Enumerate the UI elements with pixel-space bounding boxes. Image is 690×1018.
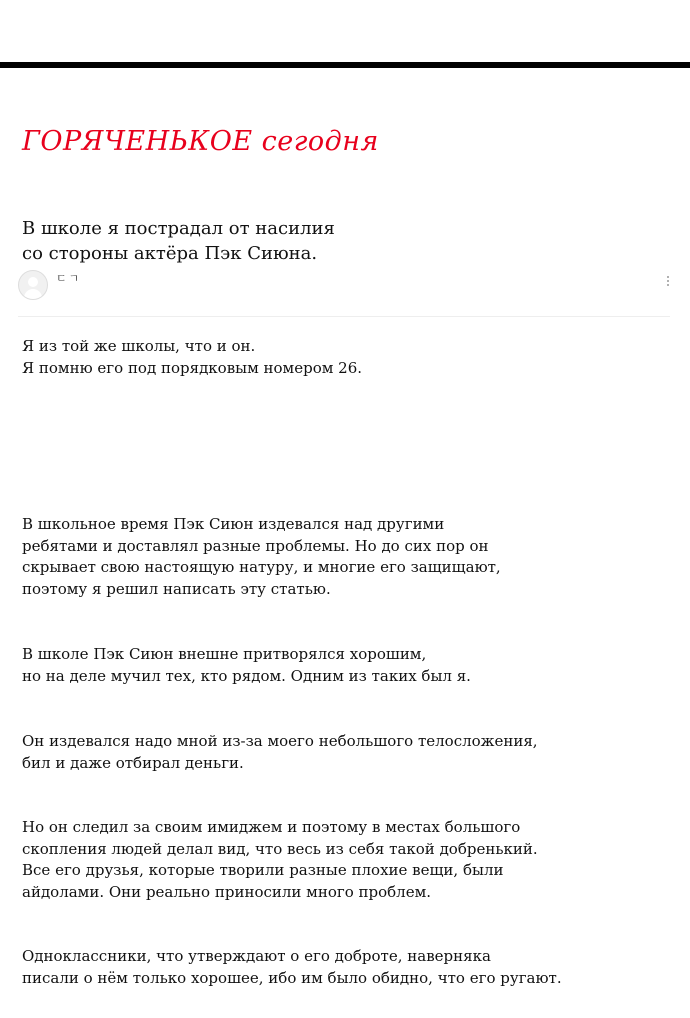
user-silhouette-icon <box>28 277 38 287</box>
post-title-line: со стороны актёра Пэк Сиюна. <box>22 243 318 264</box>
post-title <box>22 216 335 266</box>
paragraph-line: Я помню его под порядковым номером 26. <box>22 358 363 377</box>
paragraph-line: Но он следил за своим имиджем и поэтому в местах большого <box>22 818 521 836</box>
vertical-ellipsis-icon[interactable] <box>664 274 672 292</box>
article-paragraph <box>22 644 471 687</box>
paragraph-line: В школе Пэк Сиюн внешне притворялся хорошим, <box>22 645 427 663</box>
paragraph-line: но на деле мучил тех, кто рядом. Одним из таких был я. <box>22 666 471 685</box>
paragraph-line: айдолами. Они реально приносили много проблем. <box>22 882 432 901</box>
paragraph-line: писали о нём только хорошее, ибо им было обидно, что его ругают. <box>22 968 562 987</box>
avatar[interactable] <box>18 270 48 300</box>
header-bar <box>0 62 690 68</box>
author-row <box>18 268 672 302</box>
paragraph-line: скрывает свою настоящую натуру, и многие его защищают, <box>22 558 501 576</box>
paragraph-line: поэтому я решил написать эту статью. <box>22 579 331 598</box>
paragraph-line: Он издевался надо мной из-за моего небольшого телосложения, <box>22 732 538 750</box>
divider <box>18 316 670 317</box>
paragraph-line: В школьное время Пэк Сиюн издевался над другими <box>22 515 445 533</box>
article-paragraph <box>22 817 538 903</box>
paragraph-line: Я из той же школы, что и он. <box>22 337 256 355</box>
paragraph-line: Все его друзья, которые творили разные плохие вещи, были <box>22 861 504 879</box>
section-title: ГОРЯЧЕНЬКОЕ сегодня <box>22 126 379 157</box>
article-paragraph <box>22 336 362 379</box>
paragraph-line: Одноклассники, что утверждают о его доброте, наверняка <box>22 947 491 965</box>
paragraph-line: бил и даже отбирал деньги. <box>22 753 244 772</box>
post-title-line: В школе я пострадал от насилия <box>22 218 335 239</box>
paragraph-line: скопления людей делал вид, что весь из себя такой добренький. <box>22 839 538 858</box>
article-paragraph <box>22 514 501 600</box>
paragraph-line: ребятами и доставлял разные проблемы. Но до сих пор он <box>22 536 489 555</box>
author-name[interactable]: ㄷㄱ <box>56 272 82 285</box>
article-paragraph <box>22 946 562 989</box>
article-paragraph <box>22 731 538 774</box>
